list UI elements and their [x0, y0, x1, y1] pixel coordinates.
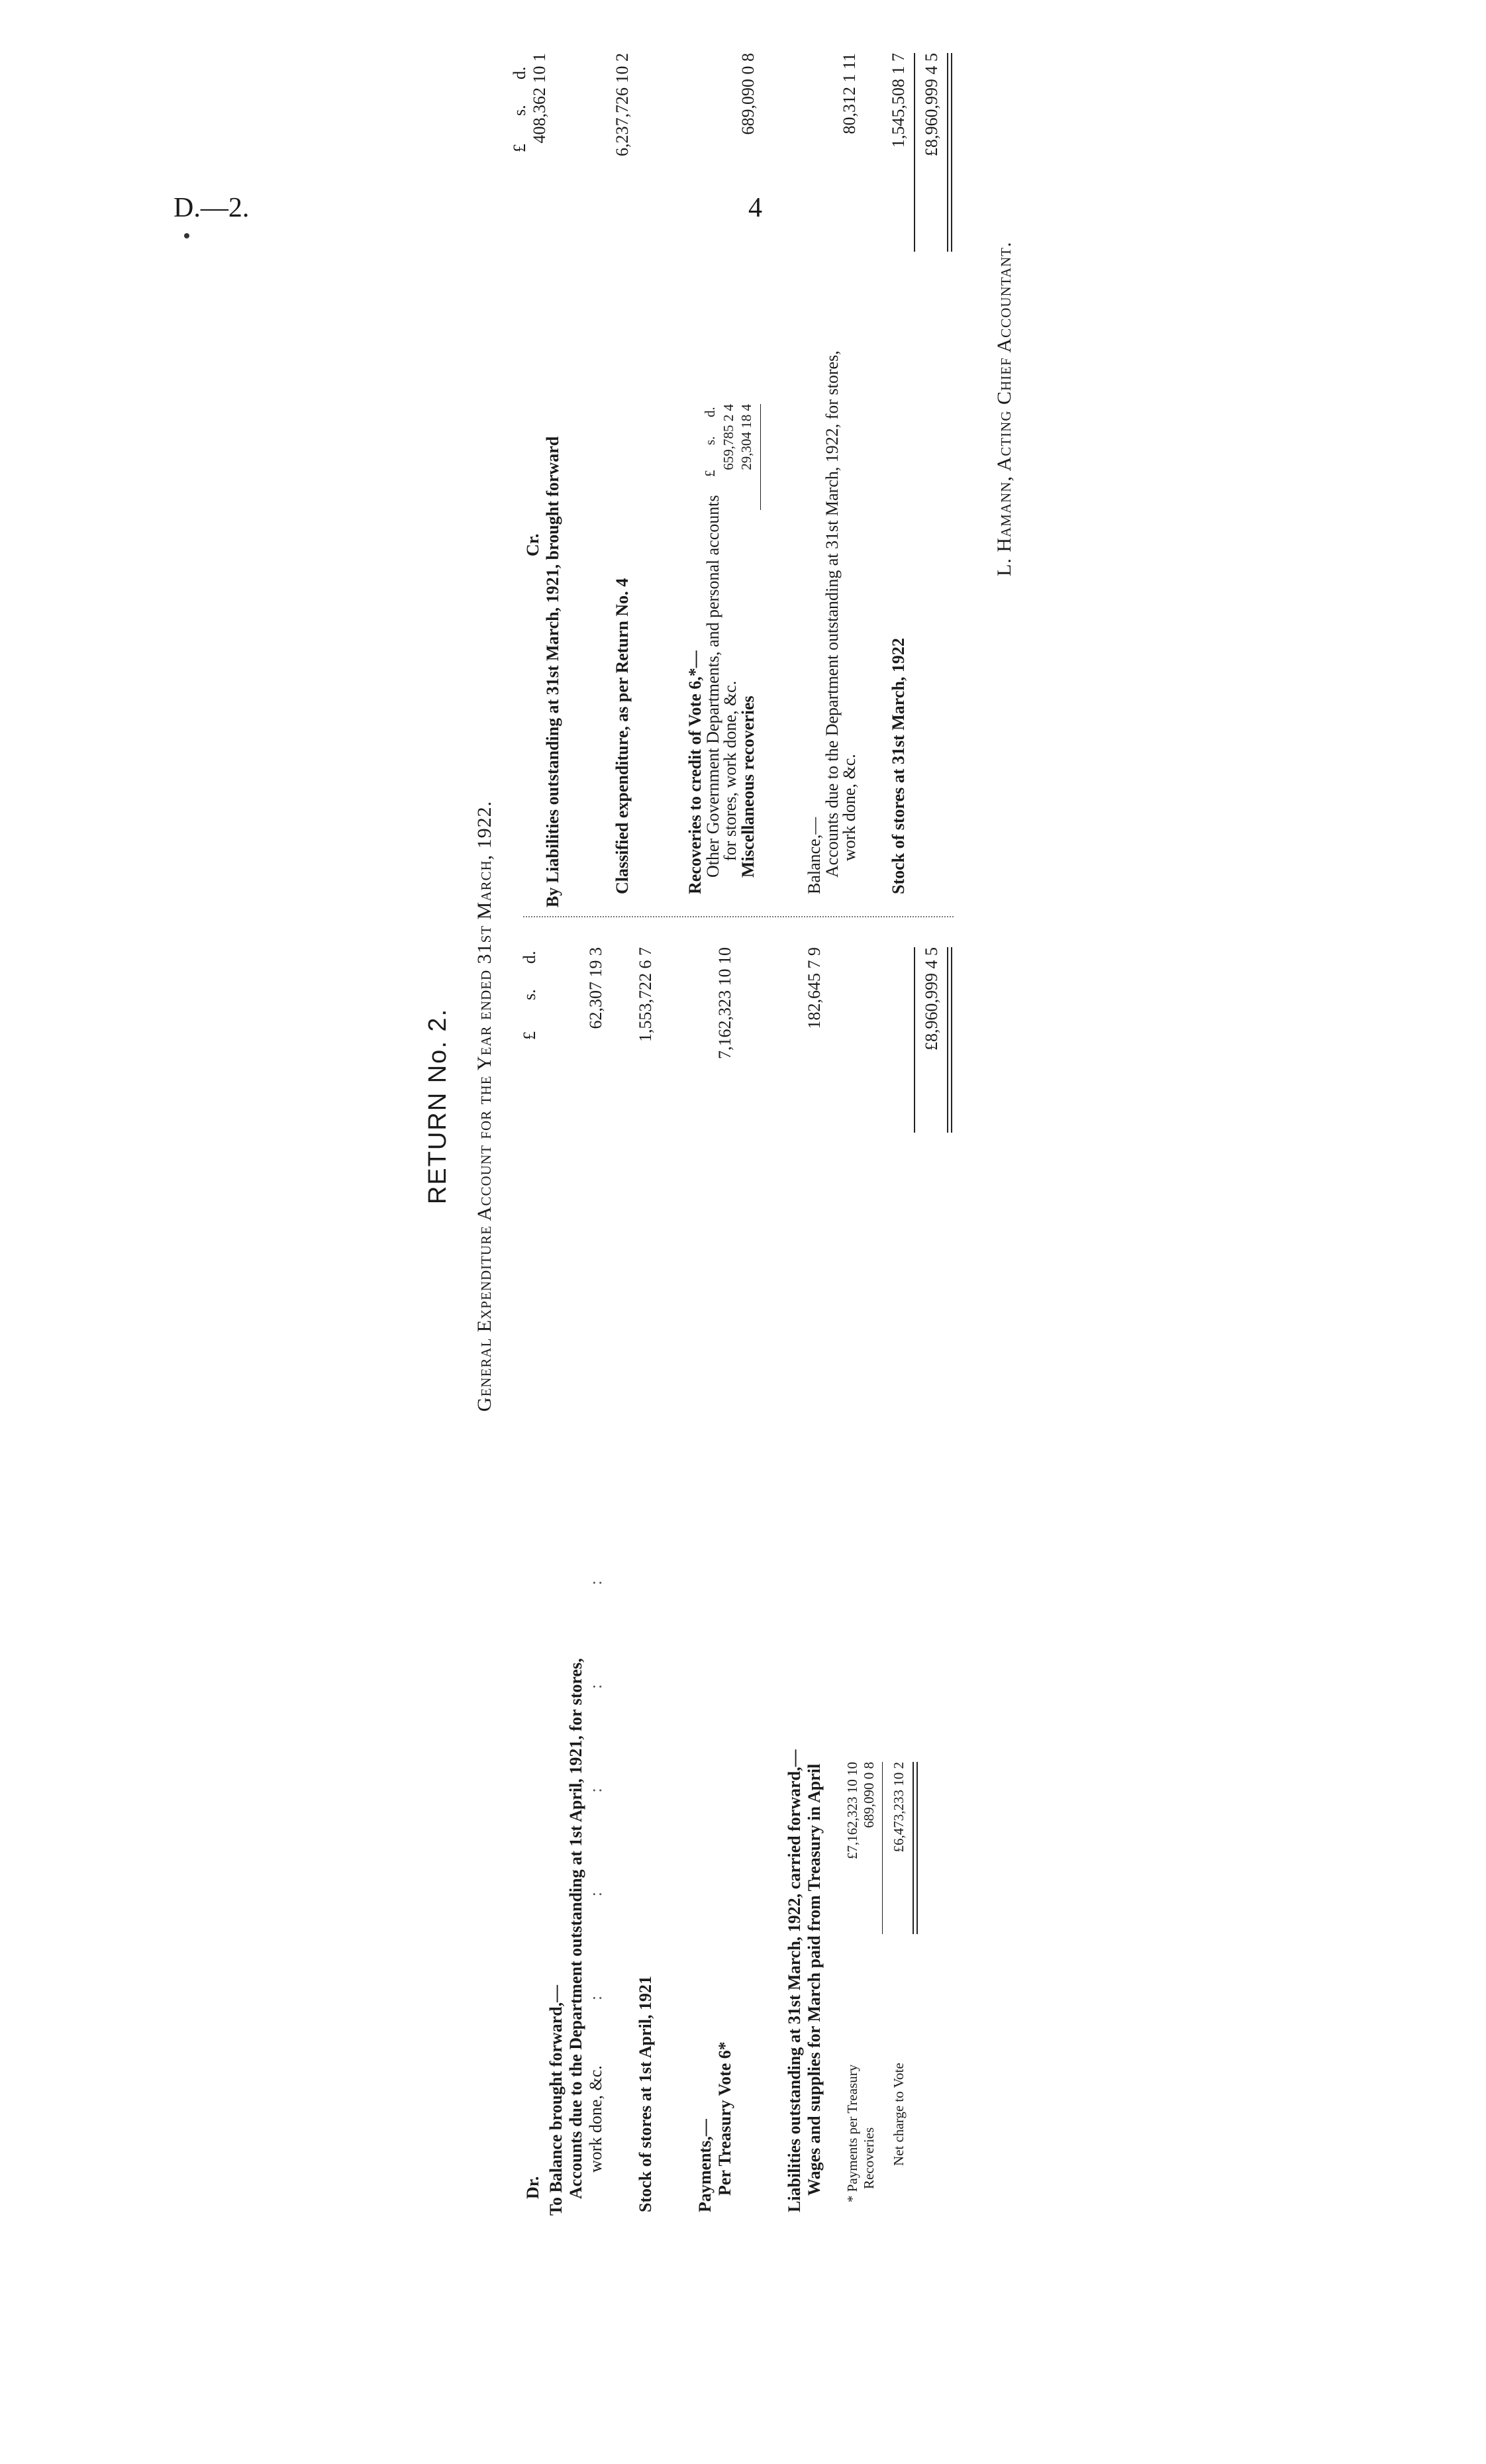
cr-liabilities-label: By Liabilities outstanding at 31st March, 1921, brought forward — [543, 436, 562, 907]
cr-pounds-header: £ — [510, 144, 529, 152]
footnote-payments-amount: £7,162,323 10 10 — [844, 1762, 860, 1859]
dr-liabilities-line2: Wages and supplies for March paid from Treasury in April — [805, 1763, 824, 2196]
column-divider — [523, 916, 954, 917]
dr-total-rule-bottom — [947, 947, 952, 1133]
cr-balance-line1: Accounts due to the Department outstanding at 31st March, 1922, for stores, — [822, 350, 842, 878]
dr-shillings-header: s. — [520, 989, 539, 1000]
footnote-payments-label-line2: Recoveries — [861, 2127, 877, 2189]
cr-other-gov-line1: Other Government Departments, and personal accounts — [703, 495, 722, 878]
cr-other-gov-line2: for stores, work done, &c. — [720, 680, 740, 861]
cr-heading: Cr. — [523, 533, 542, 556]
footnote-net-amount: £6,473,233 10 2 — [891, 1762, 907, 1853]
footnote-net-label: Net charge to Vote — [891, 2063, 907, 2166]
dr-liabilities-amount: 182,645 7 9 — [805, 947, 824, 1029]
cr-balance-line2: work done, &c. — [840, 754, 859, 861]
footnote-rule — [882, 1762, 883, 1934]
cr-total: £8,960,999 4 5 — [922, 53, 941, 156]
dr-liabilities-line1: Liabilities outstanding at 31st March, 1922, carried forward,— — [785, 1749, 804, 2212]
dr-total-rule-top — [914, 947, 915, 1133]
footnote-net-rule — [913, 1762, 918, 1934]
cr-pence-header: d. — [510, 66, 529, 79]
dr-treasury-label: Per Treasury Vote 6* — [715, 2041, 734, 2196]
cr-liabilities-amount: 408,362 10 1 — [530, 53, 549, 144]
cr-classified-amount: 6,237,726 10 2 — [613, 53, 632, 156]
dr-total: £8,960,999 4 5 — [922, 947, 941, 1051]
dr-leader-dots: : : : : : — [586, 1580, 605, 2000]
dr-heading: Dr. — [523, 2176, 542, 2199]
page-number: 4 — [748, 193, 762, 223]
cr-misc-label: Miscellaneous recoveries — [738, 695, 758, 878]
dr-treasury-amount: 7,162,323 10 10 — [715, 947, 734, 1059]
cr-recoveries-rule — [760, 404, 761, 510]
footnote-recoveries-amount: 689,090 0 8 — [861, 1762, 877, 1828]
dr-payments-label: Payments,— — [695, 2119, 715, 2212]
cr-stock-label: Stock of stores at 31st March, 1922 — [889, 638, 908, 894]
dr-accounts-due-amount: 62,307 19 3 — [586, 947, 605, 1029]
dr-pounds-header: £ — [520, 1031, 539, 1040]
dr-accounts-due-line1: Accounts due to the Department outstanding at 1st April, 1921, for stores, — [566, 1658, 585, 2199]
cr-total-rule-top — [914, 53, 915, 252]
cr-sub-pounds-header: £ — [702, 470, 718, 477]
account-title: General Expenditure Account for the Year ended 31st March, 1922. — [473, 800, 495, 1412]
cr-sub-pence-header: d. — [702, 407, 718, 417]
return-title: RETURN No. 2. — [424, 1007, 452, 1205]
dr-stock-label: Stock of stores at 1st April, 1921 — [636, 1975, 655, 2212]
dr-pence-header: d. — [520, 950, 539, 964]
signature: L. Hamann, Acting Chief Accountant. — [993, 241, 1015, 576]
cr-shillings-header: s. — [510, 105, 529, 116]
cr-balance-label: Balance,— — [805, 817, 824, 894]
cr-other-gov-amount: 659,785 2 4 — [720, 404, 736, 470]
cr-stock-amount: 1,545,508 1 7 — [889, 53, 908, 148]
cr-total-rule-bottom — [947, 53, 952, 252]
page-mark — [184, 233, 189, 238]
dr-stock-amount: 1,553,722 6 7 — [636, 947, 655, 1042]
cr-sub-shillings-header: s. — [702, 436, 718, 445]
cr-classified-label: Classified expenditure, as per Return No. 4 — [613, 578, 632, 894]
footnote-payments-label-line1: * Payments per Treasury — [844, 2064, 860, 2202]
rotated-account-table — [411, 0, 1444, 2464]
document-reference: D.—2. — [173, 193, 250, 223]
dr-balance-forward: To Balance brought forward,— — [546, 1984, 566, 2216]
cr-misc-amount: 29,304 18 4 — [738, 404, 754, 470]
cr-recoveries-total: 689,090 0 8 — [738, 53, 758, 135]
cr-balance-amount: 80,312 1 11 — [840, 53, 859, 134]
cr-recoveries-label: Recoveries to credit of Vote 6,*— — [685, 650, 705, 894]
dr-accounts-due-line2: work done, &c. — [586, 2065, 605, 2173]
